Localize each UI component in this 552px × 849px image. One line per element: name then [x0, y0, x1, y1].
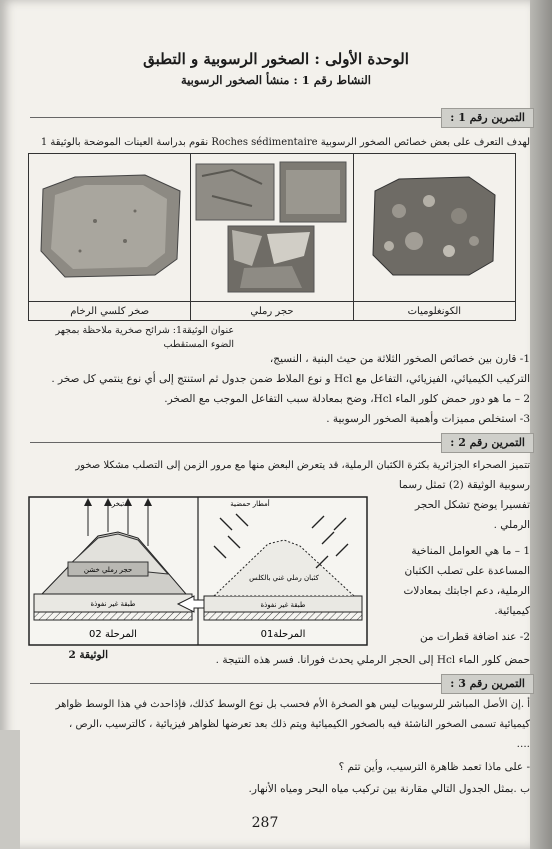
sample-photo-conglomerate [353, 154, 515, 302]
exercise3-q2: ب .بمثل الجدول التالي مقارنة بين تركيب مياه البحر ومياه الأنهار. [248, 783, 530, 795]
page-number: 287 [251, 815, 279, 831]
exercise2-text-line4: الرملي . [493, 519, 530, 531]
exercise2-text-line1: تتميز الصحراء الجزائرية بكثرة الكثبان الرملية، قد يتعرض البعض منها مع مرور الزمن إلى التصلب مشكلا صخور [75, 460, 530, 471]
exercise3-line2: كيميائية تسمى الصخور الناشئة فيه بالصخور الكيميائية ويتم ذلك بعد تعرضها لظواهر فيزيائية ، كالترسيب ،الرص ، [69, 719, 530, 730]
sample-name-conglomerate: الكونغلوميات [353, 302, 515, 321]
label-calcareous-dune: كثبان رملي غني بالكلس [249, 574, 319, 582]
question2: 2 – ما هو دور حمض كلور الماء Hcl، وضح بمعادلة سبب التفاعل الموجب مع الصخر. [164, 393, 530, 405]
document2-label: الوثيقة 2 [68, 649, 108, 661]
label-impermeable-layer-right: طبقة غير نفوذة [260, 601, 306, 609]
exercise2-q1-line3: الرملية، دعم اجابتك بمعادلات [403, 585, 530, 597]
exercise2-text-line3: تفسيرا يوضح تشكل الحجر [414, 499, 530, 511]
samples-table [28, 153, 516, 321]
question1b: التركيب الكيميائي، الفيزيائي، التفاعل مع Hcl و نوع الملاط ضمن جدول ثم استنتج إلى أي نوع ينتمي كل صخر . [51, 373, 530, 385]
exercise2-label: التمرين رقم 2 : [441, 433, 534, 453]
exercise2-text-line2: رسوبية الوثيقة (2) تمثل رسما [398, 479, 530, 491]
unit-title: الوحدة الأولى : الصخور الرسوبية و التطبق [143, 50, 409, 68]
question3: 3- استخلص مميزات وأهمية الصخور الرسوبية . [326, 413, 530, 425]
activity-subtitle: النشاط رقم 1 : منشأ الصخور الرسوبية [181, 73, 371, 87]
sample-photo-sandstone [191, 154, 353, 302]
question1a: 1- قارن بين خصائص الصخور الثلاثة من حيث البنية ، النسيج، [269, 353, 530, 365]
sample-photo-marble [29, 154, 191, 302]
exercise2-q1-line4: كيميائية. [494, 605, 530, 617]
label-hard-sandstone: حجر رملي خشن [83, 566, 133, 574]
exercise3-q1: - على ماذا تعمد ظاهرة الترسيب، وأين تتم ؟ [338, 761, 530, 773]
document2-figure [28, 496, 368, 646]
exercise3-line1: أ .إن الأصل المباشر للرسوبيات ليس هو الصخرة الأم فحسب بل نوع الوسط كذلك، فإذاحدث في هذا الوسط ظواهر [55, 699, 530, 710]
exercise3-label: التمرين رقم 3 : [441, 674, 534, 694]
exercise1-intro: لهدف التعرف على بعض خصائص الصخور الرسوبية Roches sédimentaire نقوم بدراسة العينات الموضحة بالوثيقة 1 [40, 137, 530, 148]
sample-name-marble: صخر كلسي الرخام [29, 302, 191, 321]
conglomerate-image [369, 171, 499, 281]
label-stage1: المرحلة01 [260, 629, 306, 640]
exercise3-line3: .... [516, 738, 530, 750]
sample-name-sandstone: حجر رملي [191, 302, 353, 321]
label-evaporation: تبخر [111, 500, 125, 508]
exercise2-q1-line2: المساعدة على تصلب الكثبان [404, 565, 530, 577]
exercise1-label: التمرين رقم 1 : [441, 108, 534, 128]
sandstone-images [192, 156, 352, 296]
exercise2-q2-line1: 2- عند اضافة قطرات من [419, 631, 530, 643]
page-shadow [0, 730, 20, 849]
marble-image [35, 171, 185, 281]
exercise2-q1-line1: 1 – ما هي العوامل المناخية [411, 545, 530, 557]
label-acid-rain: أمطار حمضية [230, 500, 270, 508]
label-stage2: المرحلة 02 [89, 629, 137, 640]
exercise2-q2-line2: حمض كلور الماء Hcl إلى الحجر الرملي يحدث فورانا. فسر هذه النتيجة . [215, 654, 530, 666]
label-impermeable-layer-left: طبقة غير نفوذة [90, 600, 136, 608]
doc1-title: عنوان الوثيقة1: شرائح صخرية ملاحظة بمجهر الضوء المستقطب [55, 325, 234, 350]
